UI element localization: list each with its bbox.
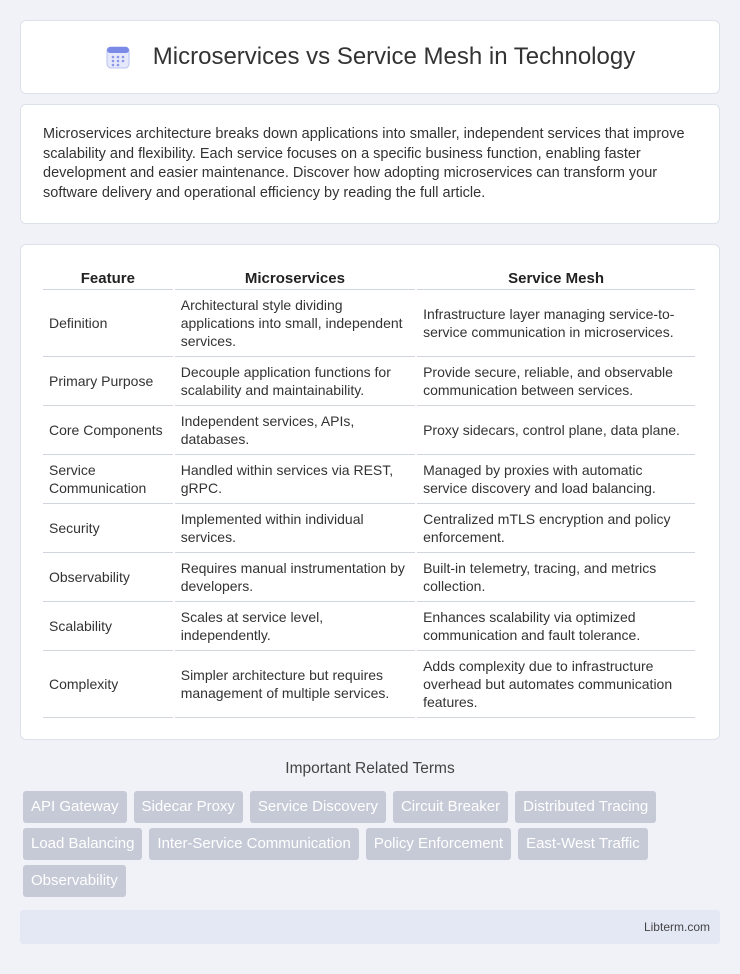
service-mesh-cell: Infrastructure layer managing service-to-service communication in microservices. (417, 290, 695, 357)
table-row (43, 504, 695, 553)
header-card (20, 20, 720, 94)
footer-site-link[interactable]: Libterm.com (643, 920, 710, 934)
microservices-cell: Decouple application functions for scalability and maintainability. (175, 357, 415, 406)
microservices-cell: Independent services, APIs, databases. (175, 406, 415, 455)
tag-distributed-tracing[interactable]: Distributed Tracing (515, 791, 656, 823)
related-terms-title: Important Related Terms (285, 760, 455, 777)
tag-sidecar-proxy[interactable]: Sidecar Proxy (134, 791, 243, 823)
feature-cell: Definition (43, 290, 173, 357)
feature-cell: Complexity (43, 651, 173, 718)
table-row (43, 290, 695, 357)
table-row (43, 357, 695, 406)
header-feature: Feature (43, 265, 173, 290)
service-mesh-cell: Managed by proxies with automatic service discovery and load balancing. (417, 455, 695, 504)
feature-cell: Security (43, 504, 173, 553)
tag-inter-service-communication[interactable]: Inter-Service Communication (149, 828, 358, 860)
header-service-mesh: Service Mesh (417, 265, 695, 290)
microservices-cell: Requires manual instrumentation by developers. (175, 553, 415, 602)
feature-cell: Primary Purpose (43, 357, 173, 406)
feature-cell: Service Communication (43, 455, 173, 504)
header-microservices: Microservices (175, 265, 415, 290)
microservices-cell: Handled within services via REST, gRPC. (175, 455, 415, 504)
tag-observability[interactable]: Observability (23, 865, 126, 897)
service-mesh-cell: Centralized mTLS encryption and policy enforcement. (417, 504, 695, 553)
table-row (43, 651, 695, 718)
calendar-icon (105, 44, 131, 70)
feature-cell: Core Components (43, 406, 173, 455)
service-mesh-cell: Built-in telemetry, tracing, and metrics collection. (417, 553, 695, 602)
tag-circuit-breaker[interactable]: Circuit Breaker (393, 791, 508, 823)
service-mesh-cell: Proxy sidecars, control plane, data plane. (417, 406, 695, 455)
table-header-row (43, 265, 695, 290)
footer (20, 910, 720, 944)
feature-cell: Observability (43, 553, 173, 602)
intro-card (20, 104, 720, 224)
service-mesh-cell: Provide secure, reliable, and observable communication between services. (417, 357, 695, 406)
feature-cell: Scalability (43, 602, 173, 651)
tag-policy-enforcement[interactable]: Policy Enforcement (366, 828, 511, 860)
microservices-cell: Simpler architecture but requires management of multiple services. (175, 651, 415, 718)
comparison-table (41, 265, 697, 718)
table-row (43, 553, 695, 602)
microservices-cell: Architectural style dividing applications into small, independent services. (175, 290, 415, 357)
service-mesh-cell: Enhances scalability via optimized communication and fault tolerance. (417, 602, 695, 651)
table-row (43, 455, 695, 504)
tag-east-west-traffic[interactable]: East-West Traffic (518, 828, 648, 860)
intro-text: Microservices architecture breaks down applications into smaller, independent services that improve scalability and flexibility. Each service focuses on a specific business function, enabling faster development and easier maintenance. Discover how adopting microservices can transform your software delivery and operational efficiency by reading the full article. (43, 126, 685, 201)
microservices-cell: Scales at service level, independently. (175, 602, 415, 651)
service-mesh-cell: Adds complexity due to infrastructure overhead but automates communication features. (417, 651, 695, 718)
tag-service-discovery[interactable]: Service Discovery (250, 791, 386, 823)
table-row (43, 406, 695, 455)
related-terms-list (23, 791, 723, 902)
microservices-cell: Implemented within individual services. (175, 504, 415, 553)
tag-load-balancing[interactable]: Load Balancing (23, 828, 142, 860)
table-row (43, 602, 695, 651)
tag-api-gateway[interactable]: API Gateway (23, 791, 127, 823)
page-title: Microservices vs Service Mesh in Technology (152, 43, 636, 70)
comparison-card (20, 244, 720, 740)
